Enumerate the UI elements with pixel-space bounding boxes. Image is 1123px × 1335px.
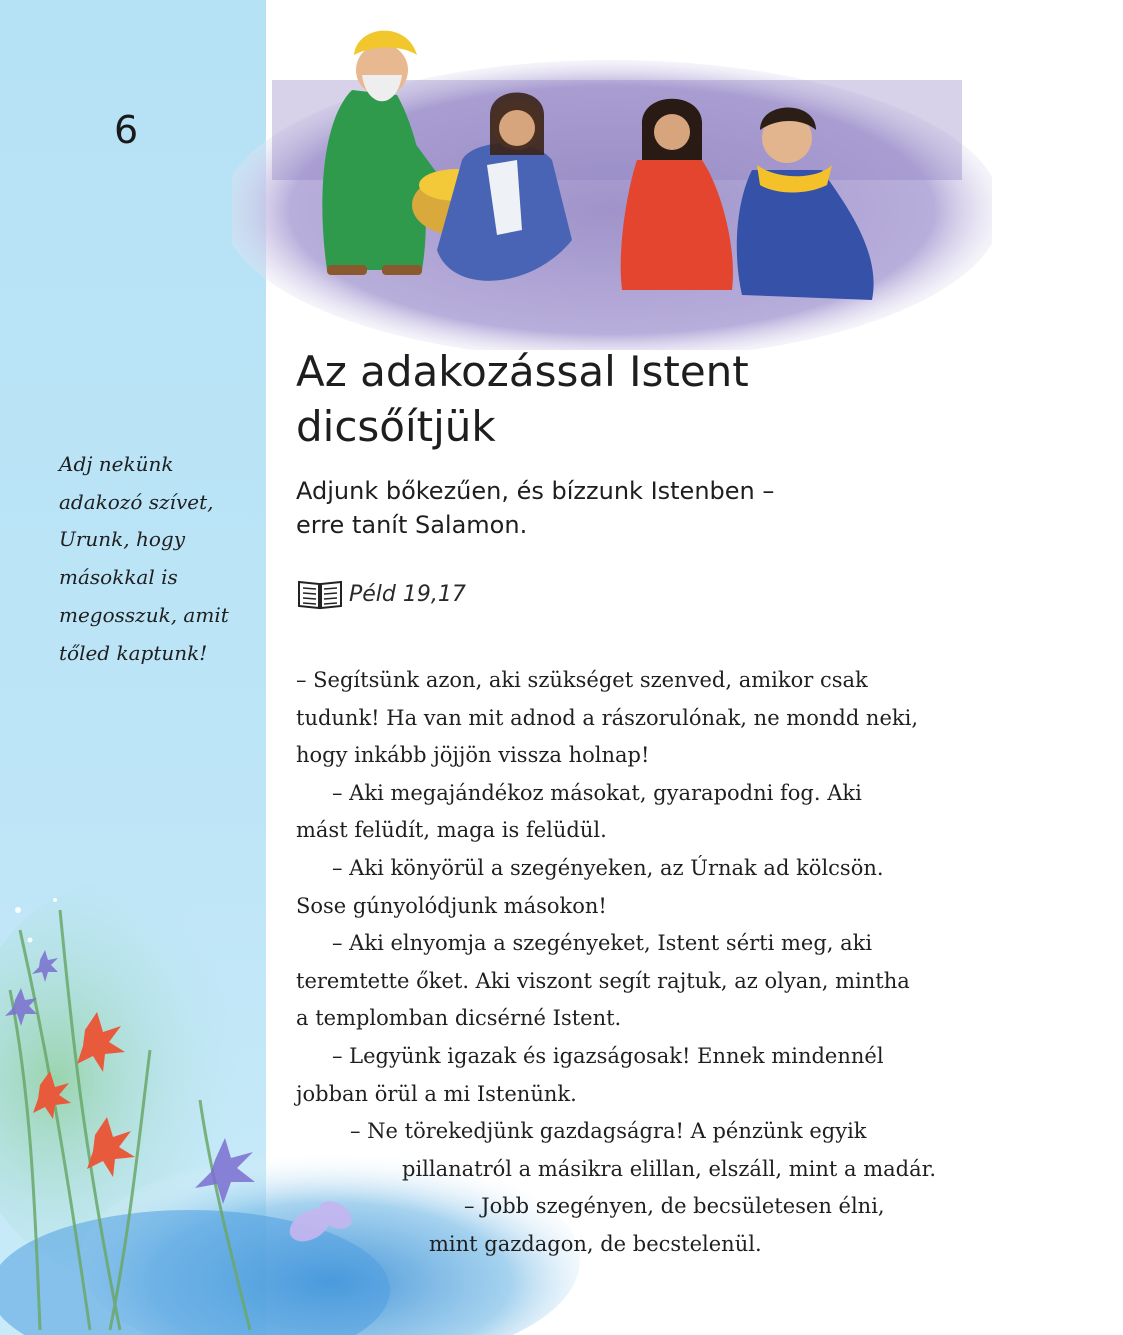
chapter-number: 6 [114,108,139,152]
body-line: – Jobb szegényen, de becsületesen élni, [464,1194,885,1219]
body-line: – Legyünk igazak és igazságosak! Ennek mindennél [332,1043,884,1068]
open-book-icon [297,578,343,610]
prayer-line: adakozó szívet, [59,489,214,514]
body-line: – Aki elnyomja a szegényeket, Istent sérti meg, aki [332,931,873,956]
prayer-line: Adj nekünk [59,452,174,476]
title-line: dicsőítjük [296,402,496,451]
body-line: Sose gúnyolódjunk másokon! [296,893,607,918]
body-line: – Aki megajándékoz másokat, gyarapodni fog. Aki [332,780,862,805]
body-line: mint gazdagon, de becstelenül. [429,1231,762,1256]
prayer-line: megosszuk, amit [59,602,229,627]
body-line: pillanatról a másikra elillan, elszáll, mint a madár. [402,1156,936,1181]
page-title [296,344,749,454]
body-line: teremtette őket. Aki viszont segít rajtuk, az olyan, mintha [296,968,910,993]
sidebar-prayer [59,446,249,672]
hero-illustration [232,0,992,350]
body-line: tudunk! Ha van mit adnod a rászorulónak, ne mondd neki, [296,705,919,730]
body-line: – Segítsünk azon, aki szükséget szenved, amikor csak [296,668,868,692]
body-line: a templomban dicsérné Istent. [296,1006,622,1031]
subtitle-line: Adjunk bőkezűen, és bízzunk Istenben – [296,477,775,505]
bible-reference [297,576,466,612]
prayer-line: Urunk, hogy [59,527,186,552]
body-line: hogy inkább jöjjön vissza holnap! [296,743,650,768]
subtitle-line: erre tanít Salamon. [296,511,528,539]
body-line: – Ne törekedjünk gazdagságra! A pénzünk egyik [350,1119,867,1144]
reference-text: Péld 19,17 [349,581,466,607]
title-line: Az adakozással Istent [296,347,749,396]
page-subtitle [296,474,774,542]
body-line: mást felüdít, maga is felüdül. [296,818,607,843]
body-line: jobban örül a mi Istenünk. [296,1081,577,1106]
body-line: – Aki könyörül a szegényeken, az Úrnak ad kölcsön. [332,855,884,880]
body-text [296,662,956,1264]
prayer-line: másokkal is [59,565,178,590]
prayer-line: tőled kaptunk! [59,640,208,665]
